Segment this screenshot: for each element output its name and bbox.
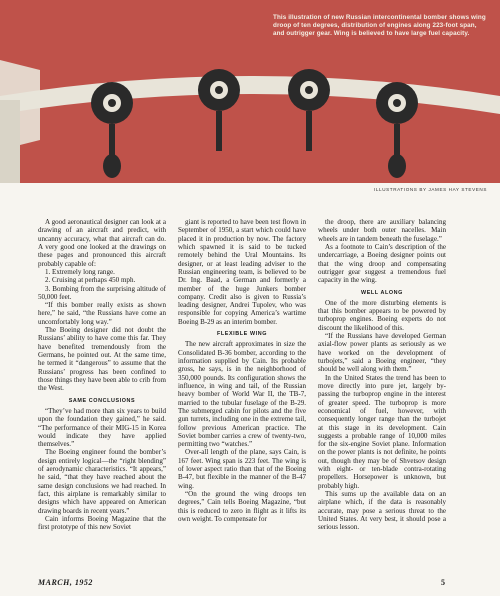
- illustration-credit: ILLUSTRATIONS BY JAMES HAY STEVENS: [374, 187, 487, 192]
- paragraph: As a footnote to Cain’s description of the undercarriage, a Boeing designer points out that the wing droop and compensating outrigger gear suggest a tremendous fuel capacity in the wing.: [318, 242, 446, 285]
- paragraph: “If this bomber really exists as shown here,” he said, “the Russians have come an uncomfortably long way.”: [38, 301, 166, 326]
- section-heading: WELL ALONG: [361, 289, 403, 296]
- section-heading: SAME CONCLUSIONS: [68, 397, 136, 404]
- paragraph: the droop, there are auxiliary balancing wheels under both outer nacelles. Main wheels are in tandem beneath the fuselage.”: [318, 218, 446, 243]
- nacelle-2: [198, 69, 240, 151]
- outrigger-wheel-left: [103, 154, 121, 178]
- issue-date: MARCH, 1952: [38, 578, 93, 587]
- paragraph: giant is reported to have been test flown in September of 1950, a start which could have placed it in production by now. The factory which spawned it is said to be tucked remotely behind the Ural Mountains. Its designer, or at least leading adviser to the Russian engineering team, is believed to be Dr. Ing. Baad, a German and formerly a member of the huge Junkers bomber company. Credit also is given to Russia’s leading designer, Andrei Tupolev, who was responsible for copying America’s wartime Boeing B-29 as an interim bomber.: [178, 218, 306, 326]
- nacelle-4: [376, 82, 418, 164]
- paragraph: The Boeing designer did not doubt the Russians’ ability to have come this far. They have benefited tremendously from the Germans, he pointed out. At the same time, he termed it “dangerous” to assume that the Russians’ progress has been confined to those things they have been able to crib from the West.: [38, 326, 166, 393]
- paragraph: “If the Russians have developed German axial-flow power plants as seriously as we have worked on the development of turbojets,” said a Boeing engineer, “they should be well along with them.”: [318, 332, 446, 374]
- fuselage-lower: [0, 100, 20, 183]
- paragraph: 1. Extremely long range.: [45, 267, 115, 276]
- article-column-2: [178, 218, 306, 523]
- wing-shape: [0, 76, 500, 114]
- section-heading: FLEXIBLE WING: [216, 331, 268, 338]
- outrigger-wheel-right: [388, 154, 406, 178]
- paragraph: “They’ve had more than six years to build upon the foundation they gained,” he said. “The performance of their MIG-15 in Korea would indicate they have applied themselves.”: [38, 406, 166, 449]
- paragraph: A good aeronautical designer can look at a drawing of an aircraft and predict, with uncanny accuracy, what that aircraft can do. A very good one looked at the drawings on these pages and pronounced this aircraft probably capable of:: [38, 218, 166, 268]
- paragraph: Cain informs Boeing Magazine that the first prototype of this new Soviet: [38, 514, 166, 532]
- paragraph: This sums up the available data on an airplane which, if the data is reasonably accurate, may pose a serious threat to the United States. At very best, it should pose a serious lesson.: [318, 490, 446, 532]
- page-number: 5: [441, 578, 445, 587]
- illustration-caption: This illustration of new Russian intercontinental bomber shows wing droop of ten degrees, distribution of engines along 223-foot span, and outrigger gear. Wing is believed to have large fuel capacity.: [273, 14, 486, 38]
- paragraph: 2. Cruising at perhaps 450 mph.: [45, 276, 136, 285]
- paragraph: In the United States the trend has been to move directly into pure jet, largely by-passing the turboprop engine in the interest of greater speed. The turboprop is more economical of fuel, however, with consequently longer range than the turbojet at this stage in its development. Cain suggests a probable range of 10,000 miles for the six-engine Soviet plane. Information on the power plants is not definite, he points out, though they may be of Shvetsov design with eight- or ten-blade contra-rotating propellers. Horsepower is unknown, but probably high.: [318, 373, 446, 490]
- nacelle-3: [288, 69, 330, 151]
- paragraph: Over-all length of the plane, says Cain, is 167 feet. Wing span is 223 feet. The wing is of lower aspect ratio than that of the Boeing B-47, but flexible in the manner of the B-47 wing.: [178, 448, 306, 490]
- nacelle-1: [91, 82, 133, 164]
- paragraph: The Boeing engineer found the bomber’s design entirely logical—the “right blending” of aerodynamic characteristics. “It appears,” he said, “that they have reached about the same design conclusions we had reached. In fact, this airplane is remarkably similar to designs which have appeared on American drawing boards in recent years.”: [38, 448, 166, 515]
- paragraph: 3. Bombing from the surprising altitude of 50,000 feet.: [38, 284, 166, 301]
- article-column-3: [318, 218, 446, 532]
- bomber-illustration: [0, 0, 500, 183]
- paragraph: The new aircraft approximates in size the Consolidated B-36 bomber, according to the information supplied by Cain. Its probable gross, he says, is in the neighborhood of 350,000 pounds. Its configuration shows the influence, in wing and tail, of the Russian heavy bomber of World War II, the TB-7, married to the tubular fuselage of the B-29. The submerged cabin for pilots and the five gun turrets, including one in the extreme tail, follow previous American practice. The Soviet bomber carries a crew of twenty-two, permitting two “watches.”: [178, 340, 306, 449]
- paragraph: “On the ground the wing droops ten degrees,” Cain tells Boeing Magazine, “but this is reduced to zero in flight as it lifts its own weight. To compensate for: [178, 490, 306, 523]
- article-column-1: [38, 218, 166, 532]
- paragraph: One of the more disturbing elements is that this bomber appears to be powered by turboprop engines. Boeing experts do not discount the likelihood of this.: [318, 298, 446, 332]
